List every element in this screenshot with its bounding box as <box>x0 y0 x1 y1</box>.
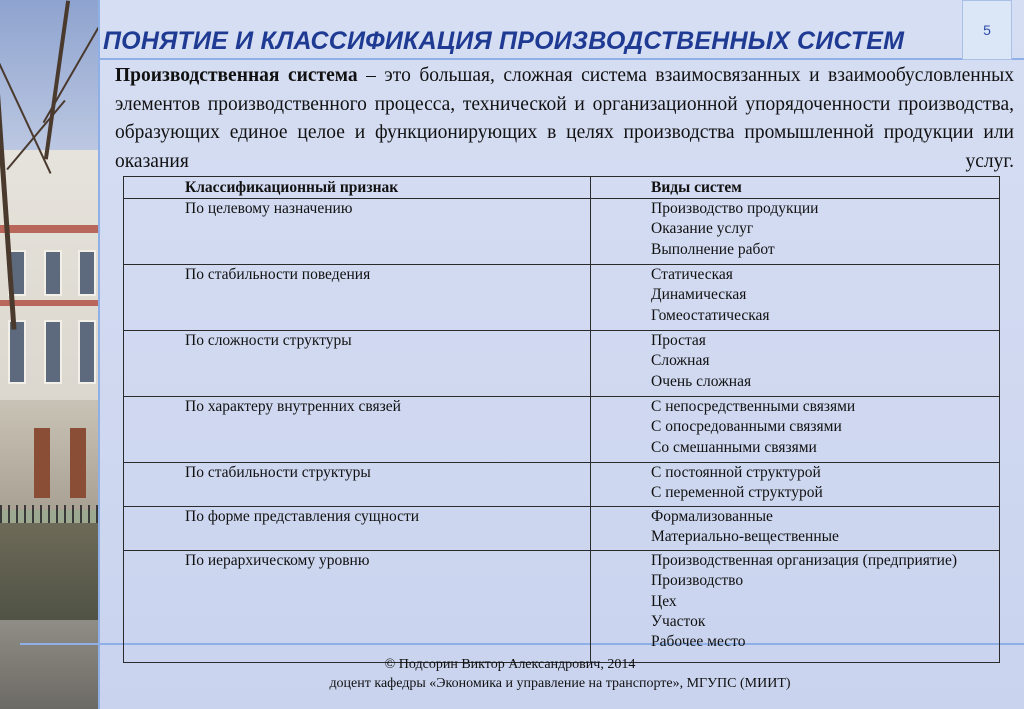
definition-paragraph <box>115 62 1014 176</box>
type-item: Производство <box>651 572 744 590</box>
type-item: Формализованные <box>651 508 773 525</box>
type-item: Рабочее место <box>651 633 746 651</box>
types-cell <box>591 199 1000 265</box>
criterion-cell: По характеру внутренних связей <box>124 397 591 463</box>
criterion-cell: По иерархическому уровню <box>124 551 591 663</box>
types-cell <box>591 507 1000 551</box>
table-row <box>124 199 1000 265</box>
types-cell <box>591 397 1000 463</box>
definition-text: – это большая, сложная система взаимосвязанных и взаимообусловленных элементов производственного процесса, технической и организационной упорядоченности производства, образующих единое целое и функционирующих в целях производства промышленной продукции или оказания услуг. <box>115 65 1014 172</box>
type-item: Выполнение работ <box>651 240 775 258</box>
type-item: Материально-вещественные <box>651 528 839 546</box>
type-item: Гомеостатическая <box>651 306 770 324</box>
building-photo <box>0 0 100 709</box>
type-item: Со смешанными связями <box>651 438 817 456</box>
type-item: Производственная организация (предприятие) <box>651 552 958 569</box>
types-cell <box>591 463 1000 507</box>
header-types: Виды систем <box>591 177 1000 199</box>
type-item: Динамическая <box>651 286 747 304</box>
table-row <box>124 265 1000 331</box>
table-row <box>124 551 1000 663</box>
header-criterion: Классификационный признак <box>124 177 591 199</box>
criterion-cell: По форме представления сущности <box>124 507 591 551</box>
type-item: Сложная <box>651 352 710 370</box>
type-item: Простая <box>651 332 706 349</box>
header-divider <box>100 58 1024 60</box>
type-item: Участок <box>651 612 706 630</box>
page-number: 5 <box>962 0 1012 60</box>
classification-table <box>123 176 1000 663</box>
type-item: С опосредованными связями <box>651 418 842 436</box>
footer-author: © Подсорин Виктор Александрович, 2014 <box>384 657 636 672</box>
table-row <box>124 507 1000 551</box>
type-item: Производство продукции <box>651 200 819 217</box>
type-item: С постоянной структурой <box>651 464 821 481</box>
criterion-cell: По сложности структуры <box>124 331 591 397</box>
type-item: Очень сложная <box>651 372 752 390</box>
criterion-cell: По стабильности поведения <box>124 265 591 331</box>
type-item: С непосредственными связями <box>651 398 856 415</box>
table-row <box>124 331 1000 397</box>
table-row <box>124 463 1000 507</box>
table-row <box>124 397 1000 463</box>
types-cell <box>591 551 1000 663</box>
criterion-cell: По стабильности структуры <box>124 463 591 507</box>
type-item: Статическая <box>651 266 733 283</box>
type-item: Цех <box>651 592 677 610</box>
type-item: Оказание услуг <box>651 220 754 238</box>
table-header-row <box>124 177 1000 199</box>
types-cell <box>591 331 1000 397</box>
types-cell <box>591 265 1000 331</box>
type-item: С переменной структурой <box>651 484 823 502</box>
definition-term: Производственная система <box>115 65 358 86</box>
criterion-cell: По целевому назначению <box>124 199 591 265</box>
footer-affiliation: доцент кафедры «Экономика и управление на транспорте», МГУПС (МИИТ) <box>329 676 791 691</box>
photo-divider <box>98 0 100 709</box>
page-title: ПОНЯТИЕ И КЛАССИФИКАЦИЯ ПРОИЗВОДСТВЕННЫХ СИСТЕМ <box>103 27 905 55</box>
